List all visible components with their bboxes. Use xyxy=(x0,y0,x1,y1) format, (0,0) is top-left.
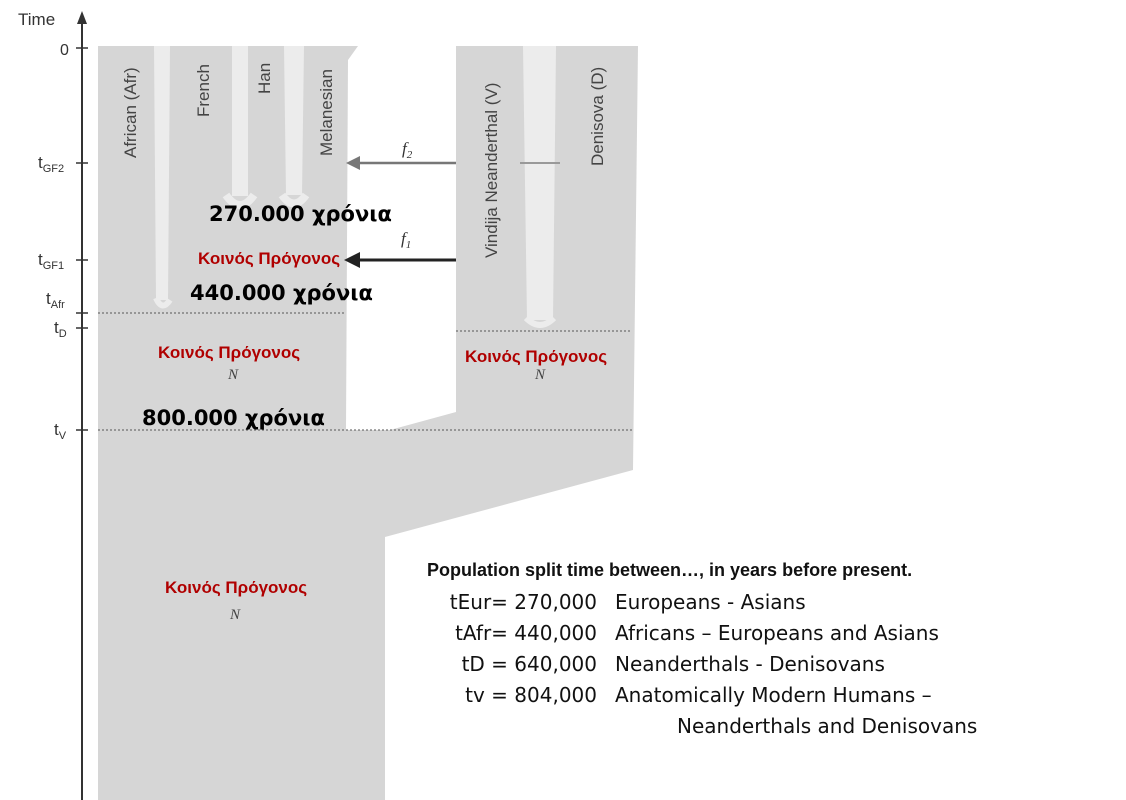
time-zero-label: 0 xyxy=(60,42,69,59)
legend-row-v xyxy=(417,683,1117,714)
branch-gap-afr-french xyxy=(154,46,170,300)
years-label-440000: 440.000 χρόνια xyxy=(190,281,373,305)
gene-flow-f2-head xyxy=(346,156,360,170)
split-time-legend xyxy=(417,560,1117,745)
legend-row-eur xyxy=(417,590,1117,621)
common-ancestor-label-4: Κοινός Πρόγονος xyxy=(165,578,308,597)
branch-gap-french-han xyxy=(232,46,248,196)
years-label-800000: 800.000 χρόνια xyxy=(142,406,325,430)
legend-title: Population split time between…, in years before present. xyxy=(427,560,913,580)
legend-desc: Anatomically Modern Humans – xyxy=(615,683,932,707)
population-label-french: French xyxy=(194,64,213,117)
tick-label-gf1: $t_{GF1}$ xyxy=(38,250,65,272)
years-label-270000: 270.000 χρόνια xyxy=(209,202,392,226)
legend-key: tD = 640,000 xyxy=(461,652,597,676)
tick-label-gf2: $t_{GF2}$ xyxy=(38,153,65,175)
population-label-melanesian: Melanesian xyxy=(317,69,336,156)
tick-label-v: $t_V$ xyxy=(54,420,67,442)
legend-desc: Europeans - Asians xyxy=(615,590,806,614)
legend-key: tEur= 270,000 xyxy=(449,590,597,614)
tick-label-d: $t_D$ xyxy=(54,318,67,340)
legend-row-d xyxy=(417,652,1117,683)
population-label-african: African (Afr) xyxy=(121,67,140,158)
gene-flow-f1-label: $f_1$ xyxy=(401,229,412,251)
population-label-vindija-neanderthal: Vindija Neanderthal (V) xyxy=(482,82,501,258)
time-axis-arrowhead xyxy=(77,11,87,24)
population-label-han: Han xyxy=(255,62,274,94)
tick-label-afr: $t_{Afr}$ xyxy=(46,289,65,311)
legend-desc: Africans – Europeans and Asians xyxy=(615,621,939,645)
common-ancestor-label-1: Κοινός Πρόγονος xyxy=(198,249,341,268)
branch-gap-v-d xyxy=(523,46,556,320)
population-size-n-2: N xyxy=(535,367,546,383)
common-ancestor-label-2: Κοινός Πρόγονος xyxy=(158,343,301,362)
population-size-n-1: N xyxy=(228,367,239,383)
branch-gap-han-mel xyxy=(284,46,304,195)
legend-desc: Neanderthals - Denisovans xyxy=(615,652,885,676)
time-axis-title: Time xyxy=(18,10,56,29)
legend-desc-continuation: Neanderthals and Denisovans xyxy=(677,714,978,738)
legend-key: tv = 804,000 xyxy=(465,683,597,707)
legend-key: tAfr= 440,000 xyxy=(455,621,597,645)
population-label-denisova: Denisova (D) xyxy=(588,66,607,166)
legend-row-afr xyxy=(417,621,1117,652)
population-size-n-3: N xyxy=(230,607,241,623)
common-ancestor-label-3: Κοινός Πρόγονος xyxy=(465,347,608,366)
legend-row-continuation xyxy=(417,714,1117,745)
gene-flow-f2-label: $f_2$ xyxy=(402,139,413,161)
time-axis xyxy=(18,10,88,800)
